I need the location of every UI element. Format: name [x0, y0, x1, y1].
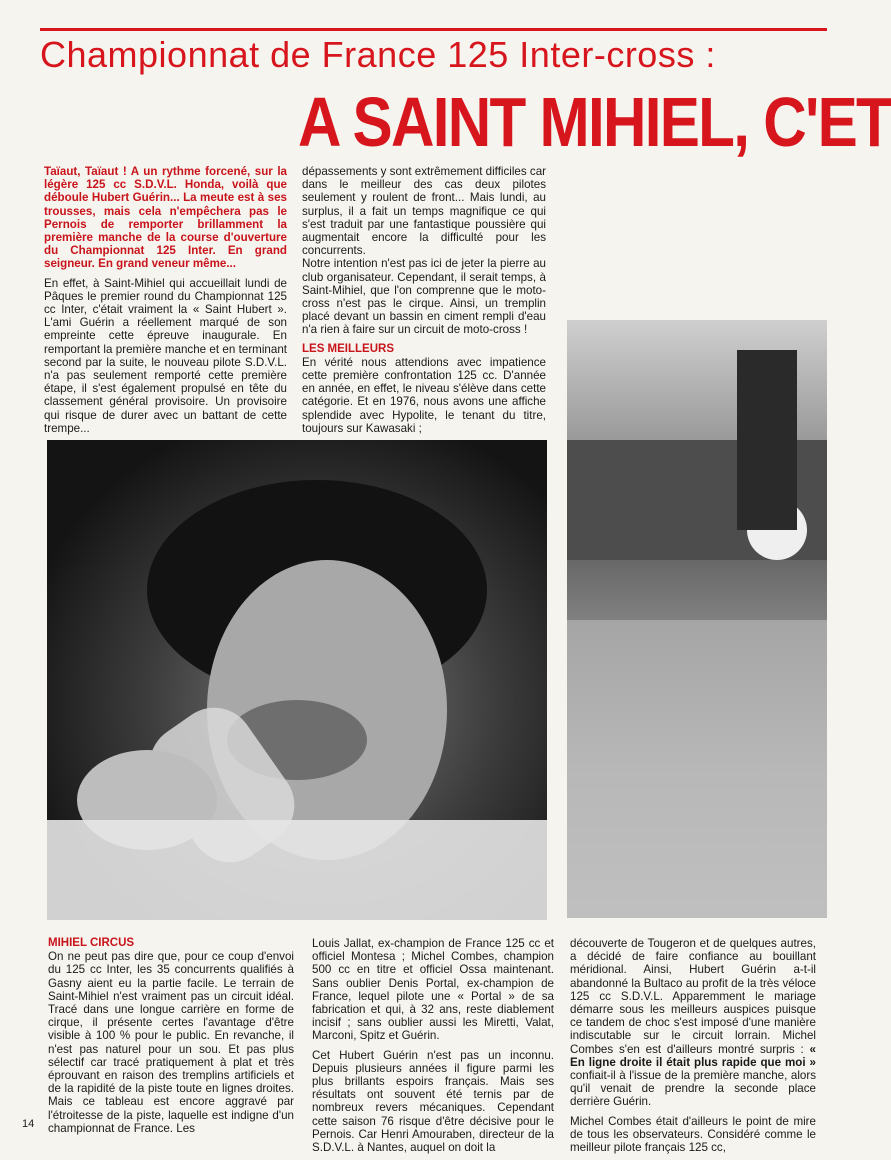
top-rule: [40, 28, 827, 31]
body-paragraph: [570, 937, 816, 1109]
page-number: 14: [22, 1118, 35, 1130]
article-kicker: Championnat de France 125 Inter-cross :: [40, 34, 716, 75]
lead-paragraph: Taïaut, Taïaut ! A un rythme forcené, sur la légère 125 cc S.D.V.L. Honda, voilà que déboule Hubert Guérin... La meute est à ses trousses, mais cela n'empêchera pas le Pernois de remporter brillamment la première manche de la course d'ouverture du Championnat 125 Inter. En grand seigneur. En grand veneur même...: [44, 165, 287, 271]
body-text: confiait-il à l'issue de la première manche, alors qu'il venait de prendre la seconde place derrière Guérin.: [570, 1069, 816, 1109]
body-paragraph: Notre intention n'est pas ici de jeter la pierre au club organisateur. Cependant, il serait temps, à Saint-Mihiel, que l'on comprenne que le moto-cross n'est pas le cirque. Ainsi, un tremplin placé devant un bassin en ciment rempli d'eau n'a rien à faire sur un circuit de moto-cross !: [302, 257, 546, 337]
body-paragraph: Louis Jallat, ex-champion de France 125 cc et officiel Montesa ; Michel Combes, champion 500 cc en titre et officiel Ossa maintenant. Sans oublier Denis Portal, ex-champion de France, lequel pilote une « Portal » de sa fabrication et qui, à 32 ans, reste diablement incisif ; sans oublier aussi les Miretti, Valat, Marconi, Spitz et Guérin.: [312, 937, 554, 1043]
article-headline: A SAINT MIHIEL, C'ET: [298, 83, 891, 161]
column-1: [44, 165, 287, 441]
subhead: LES MEILLEURS: [302, 342, 395, 355]
bottom-column-1: [48, 937, 294, 1141]
bottom-column-2: [312, 937, 554, 1160]
body-text: découverte de Tougeron et de quelques autres, a décidé de faire confiance au bouillant méridional. Ainsi, Hubert Guérin a-t-il abandonné la Bultaco au profit de la très véloce 125 cc S.D.V.L. Apparemment le mariage démarre sous les meilleurs auspices puisque ce tandem de choc s'est imposé d'une manière indiscutable sur le circuit lorrain. Michel Combes s'en est d'ailleurs montré surpris :: [570, 937, 816, 1056]
column-2: [302, 165, 546, 441]
photo-rider-drinking: [47, 440, 547, 920]
body-paragraph: En vérité nous attendions avec impatience cette première confrontation 125 cc. D'année en année, en effet, le niveau s'élève dans cette catégorie. Et en 1976, nous avons une affiche splendide avec Hypolite, le tenant du titre, toujours sur Kawasaki ;: [302, 355, 546, 435]
body-paragraph: Cet Hubert Guérin n'est pas un inconnu. Depuis plusieurs années il figure parmi les plus brillants espoirs français. Mais ses résultats ont souvent été ternis par de nombreux revers mécaniques. Cependant cette saison 76 risque d'être décisive pour le Pernois. Car Henri Amouraben, directeur de la S.D.V.L. à Nantes, auquel on doit la: [312, 1048, 554, 1155]
body-paragraph: En effet, à Saint-Mihiel qui accueillait lundi de Pâques le premier round du Championnat 125 cc Inter, c'était vraiment la « Saint Hubert ». L'ami Guérin a réellement marqué de son empreinte cette épreuve inaugurale. En remportant la première manche et en terminant second par la suite, le nouveau pilote S.D.V.L. n'a pas seulement remporté cette première étape, il s'est également propulsé en tête du classement général provisoire. Un provisoire qui risque de durer avec un battant de cette trempe...: [44, 276, 287, 435]
subhead: MIHIEL CIRCUS: [48, 937, 135, 949]
body-paragraph: On ne peut pas dire que, pour ce coup d'envoi du 125 cc Inter, les 35 concurrents qualifiés à Gasny aient eu la partie facile. Le terrain de Saint-Mihiel n'est vraiment pas un circuit idéal. Tracé dans une longue carrière en forme de cirque, il présente certes l'avantage d'être visible à 100 % pour le public. En revanche, il n'est pas naturel pour un sou. Et pas plus sélectif car tracé pratiquement à plat et très éprouvant en raison des tremplins artificiels et de la rapidité de la piste toute en lignes droites. Mais ce tableau est encore aggravé par l'étroitesse de la piste, laquelle est indigne d'un championnat de France. Les: [48, 950, 294, 1135]
body-paragraph: Michel Combes était d'ailleurs le point de mire de tous les observateurs. Considéré comme le meilleur pilote français 125 cc,: [570, 1114, 816, 1155]
body-paragraph: dépassements y sont extrêmement difficiles car dans le meilleur des cas deux pilotes seulement y roulent de front... Mais lundi, au surplus, il a fait un temps magnifique ce qui s'est traduit par une fantastique poussière qui augmentait encore la difficulté pour les concurrents.: [302, 165, 547, 258]
quote: « En ligne droite il était plus rapide que moi »: [570, 1042, 816, 1069]
photo-motocross-track: [567, 320, 827, 918]
photo-illustration: [47, 440, 547, 920]
bottom-column-3: [570, 937, 816, 1160]
photo-illustration: [567, 320, 827, 918]
